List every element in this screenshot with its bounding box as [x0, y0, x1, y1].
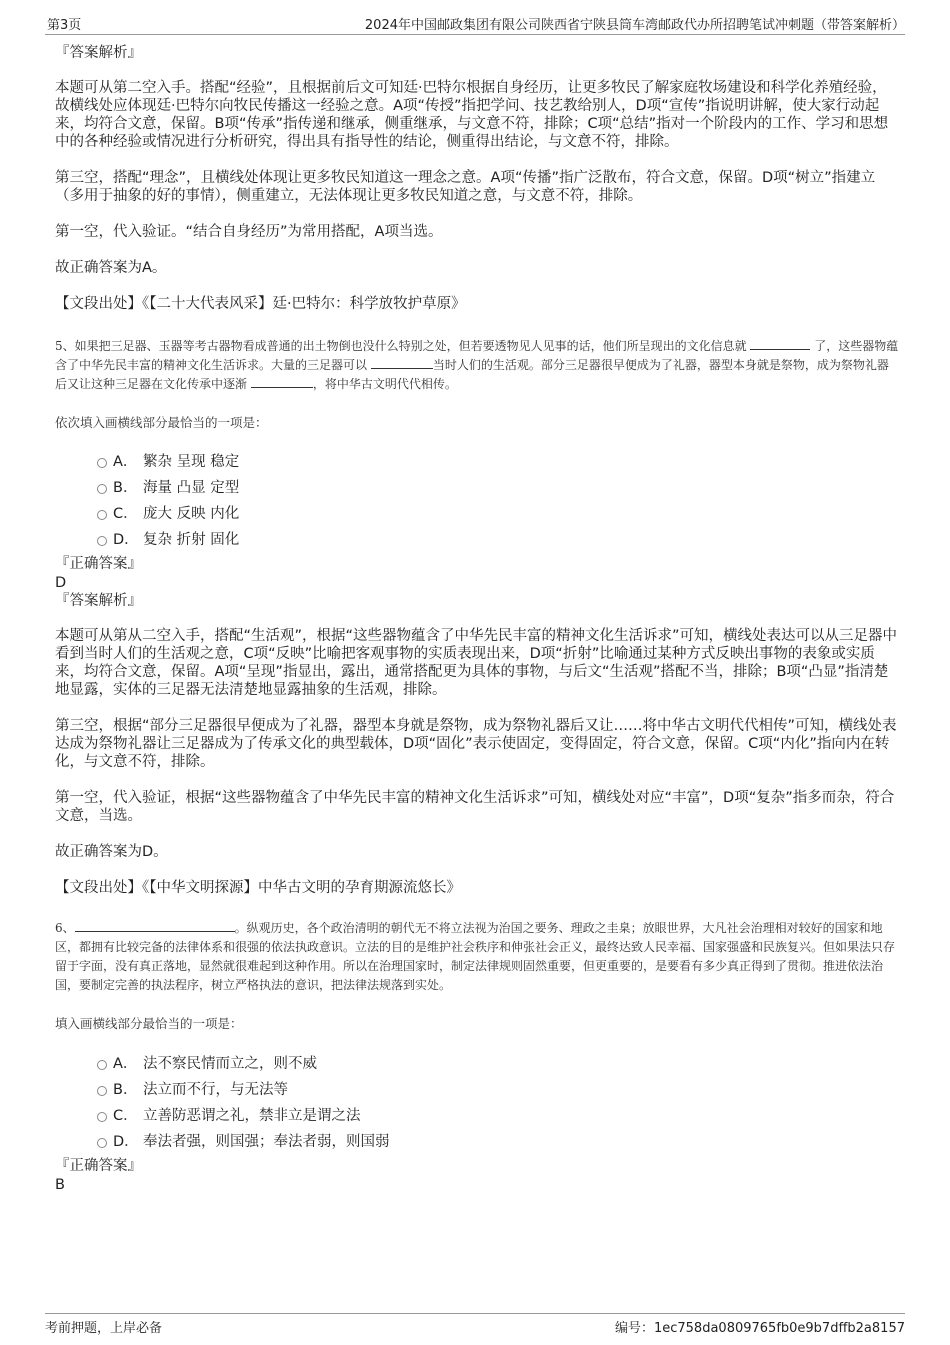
q5-source: 【文段出处】《【中华文明探源】中华古文明的孕育期源流悠长》	[55, 880, 461, 896]
footer-code	[615, 1317, 905, 1336]
page-content	[55, 44, 900, 1194]
footer-code-label: 编号：	[614, 1321, 654, 1336]
q5-options	[55, 449, 900, 553]
footer-code-value: 1ec758da0809765fb0e9b7dffb2a8157	[653, 1321, 905, 1336]
q5-analysis-label: 『答案解析』	[55, 593, 142, 609]
q6-option-d[interactable]: D． 奉法者强，则国强；奉法者弱，则国弱	[55, 1129, 900, 1155]
radio-icon[interactable]	[97, 458, 107, 468]
radio-icon[interactable]	[97, 1138, 107, 1148]
q6-number: 6、	[55, 921, 75, 935]
q5-blank-1	[750, 337, 810, 350]
q5-stem-part: 当时人们的生活观。部分三足器很早便成为了礼器，器型本身就是祭物，成为祭物礼器后又让这种三足器在文化传承中逐渐	[55, 358, 889, 391]
q5-stem-part: 5、如果把三足器、玉器等考古器物看成普通的出土物倒也没什么特别之处，但若要透物见人见事的话，他们所呈现出的文化信息就	[55, 339, 747, 353]
q6-stem-text: 。纵观历史，各个政治清明的朝代无不将立法视为治国之要务、理政之圭臬；放眼世界，大凡社会治理相对较好的国家和地区，都拥有比较完备的法律体系和很强的依法执政意识。立法的目的是维护社会秩序和伸张社会正义，最终达致人民幸福、国家强盛和民族复兴。但如果法只存留于字面，没有真正落地，显然就很难起到这种作用。所以在治理国家时，制定法律规则固然重要，但更重要的，是要看有多少真正得到了贯彻。推进依法治国，要制定完善的执法程序，树立严格执法的意识，把法律法规落到实处。	[55, 921, 896, 992]
q5-stem-part: 了，这些器物蕴含了中华先民丰富的精神文化生活诉求。大量的三足器可以	[55, 339, 899, 372]
q6-options	[55, 1051, 900, 1155]
footer-slogan: 考前押题，上岸必备	[45, 1321, 163, 1336]
radio-icon[interactable]	[97, 1112, 107, 1122]
q5-option-a[interactable]: A． 繁杂 呈现 稳定	[55, 449, 900, 475]
q5-blank-2	[371, 356, 433, 369]
q5-option-c[interactable]: C． 庞大 反映 内化	[55, 501, 900, 527]
q6-answer-label: 『正确答案』	[55, 1158, 142, 1174]
q6-option-a[interactable]: A． 法不察民情而立之，则不威	[55, 1051, 900, 1077]
radio-icon[interactable]	[97, 510, 107, 520]
q6-option-c[interactable]: C． 立善防恶谓之礼，禁非立是谓之法	[55, 1103, 900, 1129]
q6-option-b[interactable]: B． 法立而不行，与无法等	[55, 1077, 900, 1103]
q6-stem	[55, 919, 900, 995]
q5-stem-part: ，将中华古文明代代相传。	[312, 377, 457, 391]
q6-prompt: 填入画横线部分最恰当的一项是：	[55, 1016, 243, 1031]
page-footer	[45, 1313, 905, 1336]
q5-answer-label: 『正确答案』	[55, 556, 142, 572]
q5-option-d[interactable]: D． 复杂 折射 固化	[55, 527, 900, 553]
q4-analysis-label: 『答案解析』	[55, 45, 142, 61]
q5-blank-3	[251, 375, 313, 388]
page-header	[45, 14, 905, 35]
q4-source: 【文段出处】《【二十大代表风采】廷·巴特尔：科学放牧护草原》	[55, 296, 466, 312]
q5-stem	[55, 337, 900, 394]
radio-icon[interactable]	[97, 1060, 107, 1070]
q5-analysis-paragraph: 第三空，根据“部分三足器很早便成为了礼器，器型本身就是祭物，成为祭物礼器后又让……将中华古文明代代相传”可知，横线处表达成为祭物礼器让三足器成为了传承文化的典型载体，D项“固化”表示使固定，变得固定，符合文意，保留。C项“内化”指向内在转化，与文意不符，排除。	[55, 718, 897, 770]
q6-answer: B	[55, 1177, 65, 1193]
radio-icon[interactable]	[97, 484, 107, 494]
q5-analysis-paragraph: 第一空，代入验证，根据“这些器物蕴含了中华先民丰富的精神文化生活诉求”可知，横线处对应“丰富”，D项“复杂”指多而杂，符合文意，当选。	[55, 790, 895, 824]
q4-analysis-paragraph: 第三空，搭配“理念”，且横线处体现让更多牧民知道这一理念之意。A项“传播”指广泛散布，符合文意，保留。D项“树立”指建立（多用于抽象的好的事情），侧重建立，无法体现让更多牧民知道之意，与文意不符，排除。	[55, 170, 876, 204]
page-number: 第3页	[47, 18, 82, 33]
q5-analysis-paragraph: 本题可从第从二空入手，搭配“生活观”，根据“这些器物蕴含了中华先民丰富的精神文化生活诉求”可知，横线处表达可以从三足器中看到当时人们的生活观之意，C项“反映”比喻把客观事物的实质表现出来，D项“折射”比喻通过某种方式反映出事物的表象或实质来，均符合文意，保留。A项“呈现”指显出，露出，通常搭配更为具体的事物，与后文“生活观”搭配不当，排除；B项“凸显”指清楚地显露，实体的三足器无法清楚地显露抽象的生活观，排除。	[55, 628, 898, 698]
radio-icon[interactable]	[97, 1086, 107, 1096]
q4-analysis-paragraph: 第一空，代入验证。“结合自身经历”为常用搭配，A项当选。	[55, 224, 443, 240]
q5-prompt: 依次填入画横线部分最恰当的一项是：	[55, 415, 268, 430]
q5-analysis-paragraph: 故正确答案为D。	[55, 844, 168, 860]
q6-blank	[75, 919, 235, 932]
document-title: 2024年中国邮政集团有限公司陕西省宁陕县筒车湾邮政代办所招聘笔试冲刺题（带答案解析）	[364, 18, 905, 33]
q5-option-b[interactable]: B． 海量 凸显 定型	[55, 475, 900, 501]
q4-analysis-paragraph: 本题可从第二空入手。搭配“经验”，且根据前后文可知廷·巴特尔根据自身经历，让更多牧民了解家庭牧场建设和科学化养殖经验，故横线处应体现廷·巴特尔向牧民传播这一经验之意。A项“传授”指把学问、技艺教给别人，D项“宣传”指说明讲解，使大家行动起来，均符合文意，保留。B项“传承”指传递和继承，侧重继承，与文意不符，排除；C项“总结”指对一个阶段内的工作、学习和思想中的各种经验或情况进行分析研究，得出具有指导性的结论，侧重得出结论，与文意不符，排除。	[55, 80, 889, 150]
radio-icon[interactable]	[97, 536, 107, 546]
q5-answer: D	[55, 575, 67, 591]
q4-analysis-paragraph: 故正确答案为A。	[55, 260, 167, 276]
